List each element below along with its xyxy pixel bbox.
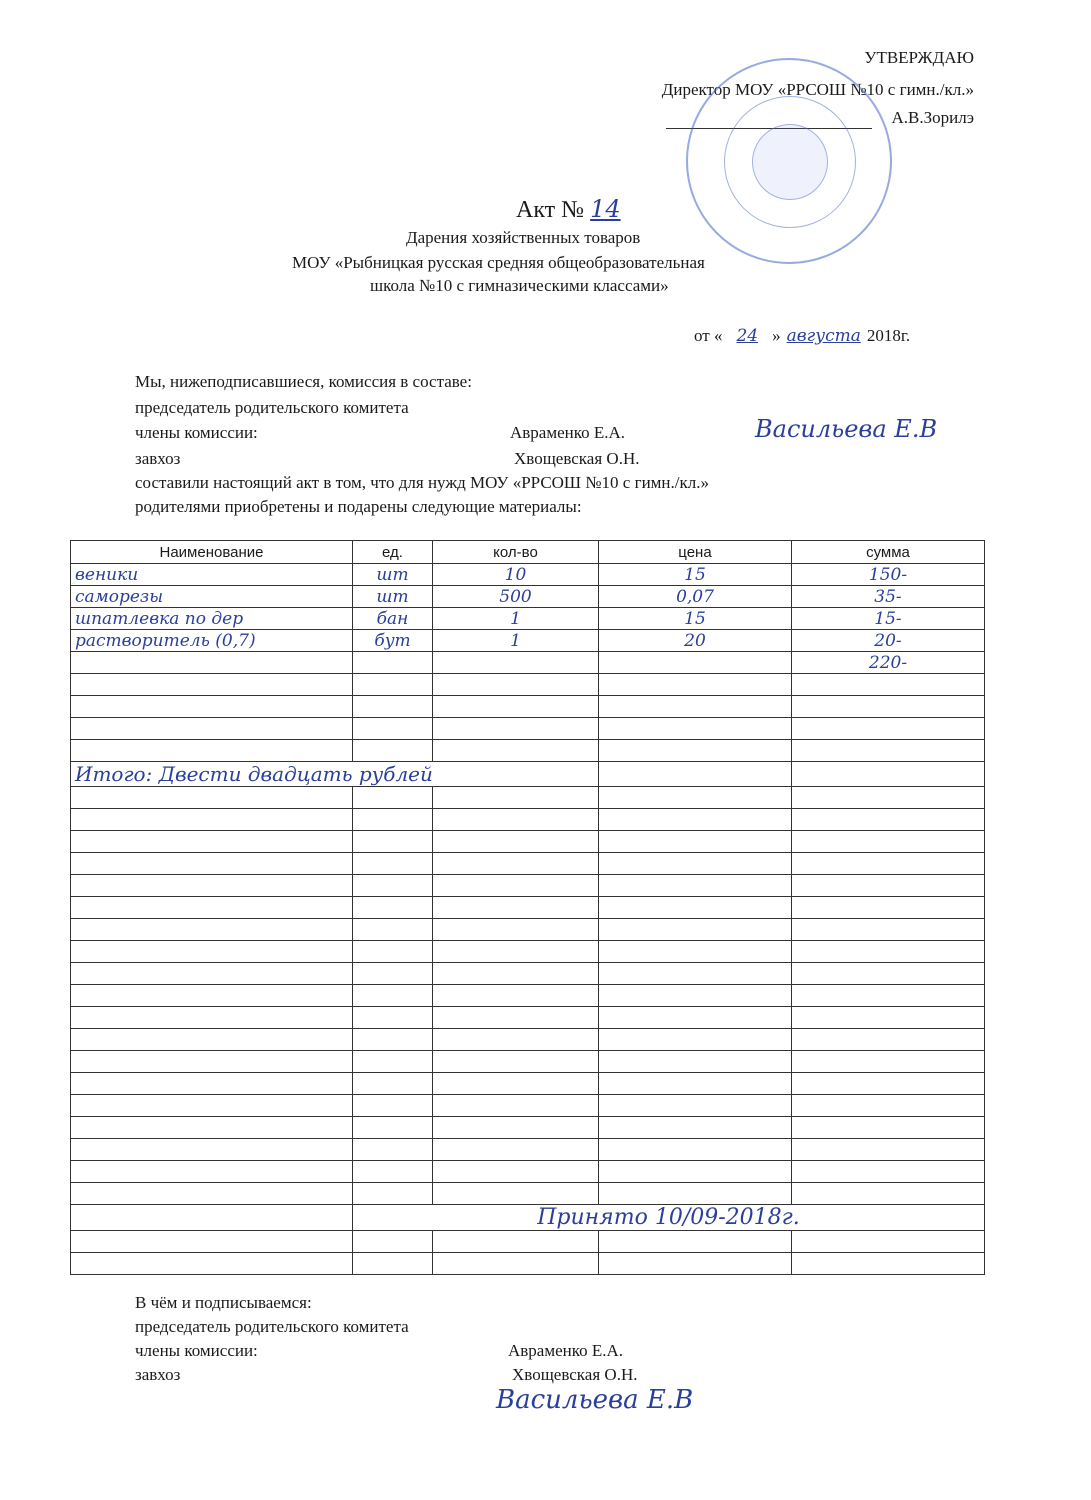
- cell-qty: [433, 985, 599, 1007]
- cell-sum: [792, 1231, 985, 1253]
- table-row: [71, 1205, 985, 1231]
- table-row: [71, 1029, 985, 1051]
- cell-qty: [433, 718, 599, 740]
- date-month: августа: [786, 326, 861, 346]
- cell-sum: [792, 740, 985, 762]
- cell-unit: [353, 652, 433, 674]
- table-row: [71, 787, 985, 809]
- act-line1: Дарения хозяйственных товаров: [406, 228, 641, 247]
- date-day: 24: [736, 326, 759, 346]
- commission-member-handwritten: Васильева Е.В: [755, 415, 938, 443]
- cell-unit: [353, 1095, 433, 1117]
- cell-sum: 150-: [792, 564, 985, 586]
- date-prefix: от «: [694, 326, 723, 345]
- cell-price: [599, 853, 792, 875]
- cell-unit: бан: [353, 608, 433, 630]
- cell-sum: [792, 875, 985, 897]
- table-row: [71, 1073, 985, 1095]
- cell-unit: [353, 1231, 433, 1253]
- cell-unit: [353, 740, 433, 762]
- table-row: [71, 831, 985, 853]
- cell-qty: [433, 696, 599, 718]
- cell-name: [71, 985, 353, 1007]
- cell-unit: [353, 985, 433, 1007]
- table-row: [71, 608, 985, 630]
- table-row: [71, 740, 985, 762]
- cell-qty: [433, 1139, 599, 1161]
- commission-statement1: составили настоящий акт в том, что для нужд МОУ «РРСОШ №10 с гимн./кл.»: [135, 473, 709, 492]
- cell-unit: шт: [353, 586, 433, 608]
- cell-name: [71, 831, 353, 853]
- cell-qty: [433, 941, 599, 963]
- table-row: [71, 897, 985, 919]
- commission-member1: Авраменко Е.А.: [510, 423, 626, 442]
- header-qty: кол-во: [433, 541, 599, 564]
- cell-price: [599, 1139, 792, 1161]
- cell-qty: [433, 1095, 599, 1117]
- act-title: [516, 195, 621, 224]
- cell-sum: [792, 1183, 985, 1205]
- cell-price: [599, 1029, 792, 1051]
- table-row: [71, 853, 985, 875]
- cell-qty: [433, 1051, 599, 1073]
- footer-line1: В чём и подписываемся:: [135, 1293, 312, 1312]
- commission-members-label: члены комиссии:: [135, 423, 258, 442]
- cell-name: [71, 809, 353, 831]
- cell-unit: [353, 1007, 433, 1029]
- cell-unit: [353, 809, 433, 831]
- approval-name: А.В.Зорилэ: [891, 108, 974, 127]
- cell-qty: [433, 963, 599, 985]
- cell-sum: 20-: [792, 630, 985, 652]
- cell-qty: 1: [433, 608, 599, 630]
- act-line3: школа №10 с гимназическими классами»: [370, 276, 669, 295]
- cell-sum: [792, 696, 985, 718]
- approval-position: Директор МОУ «РРСОШ №10 с гимн./кл.»: [661, 80, 974, 99]
- cell-sum: [792, 718, 985, 740]
- cell-qty: [433, 875, 599, 897]
- cell-qty: [433, 740, 599, 762]
- cell-unit: [353, 1161, 433, 1183]
- act-date: [694, 326, 910, 346]
- footer-member1: Авраменко Е.А.: [508, 1341, 624, 1360]
- footer-member-handwritten: Васильева Е.В: [496, 1385, 694, 1415]
- cell-sum: [792, 831, 985, 853]
- cell-price: 15: [599, 564, 792, 586]
- cell-unit: [353, 963, 433, 985]
- cell-name: [71, 919, 353, 941]
- cell-price: [599, 652, 792, 674]
- cell-unit: бут: [353, 630, 433, 652]
- cell-sum: [792, 787, 985, 809]
- cell-name: [71, 652, 353, 674]
- table-row: [71, 674, 985, 696]
- cell-qty: [433, 1029, 599, 1051]
- cell-name: веники: [71, 564, 353, 586]
- cell-unit: [353, 897, 433, 919]
- table-row: [71, 564, 985, 586]
- header-price: цена: [599, 541, 792, 564]
- cell-name: [71, 1231, 353, 1253]
- cell-price: 15: [599, 608, 792, 630]
- table-row: [71, 919, 985, 941]
- cell-qty: [433, 809, 599, 831]
- cell-sum: [792, 1095, 985, 1117]
- cell-sum: [792, 897, 985, 919]
- cell-qty: [433, 831, 599, 853]
- cell-qty: 10: [433, 564, 599, 586]
- commission-statement2: родителями приобретены и подарены следующие материалы:: [135, 497, 582, 516]
- cell-sum: [792, 674, 985, 696]
- goods-table: [70, 540, 985, 1275]
- table-row: [71, 1117, 985, 1139]
- cell-sum: 15-: [792, 608, 985, 630]
- cell-sum: [792, 1117, 985, 1139]
- cell-price: 0,07: [599, 586, 792, 608]
- footer-keeper-label: завхоз: [135, 1365, 181, 1384]
- cell-price: [599, 875, 792, 897]
- cell-sum: [792, 1139, 985, 1161]
- table-row: [71, 963, 985, 985]
- round-stamp: [686, 58, 892, 264]
- cell-name: [71, 875, 353, 897]
- table-row: [71, 1161, 985, 1183]
- cell-sum: [792, 1007, 985, 1029]
- cell-name: [71, 696, 353, 718]
- cell-price: [599, 1095, 792, 1117]
- cell-sum: [792, 985, 985, 1007]
- cell-name: [71, 740, 353, 762]
- cell-unit: [353, 1117, 433, 1139]
- date-mid: »: [772, 326, 781, 345]
- total-words: Итого: Двести двадцать рублей: [71, 762, 599, 787]
- cell-sum: [792, 1161, 985, 1183]
- commission-keeper-label: завхоз: [135, 449, 181, 468]
- cell-qty: [433, 1117, 599, 1139]
- header-sum: сумма: [792, 541, 985, 564]
- cell-qty: [433, 1073, 599, 1095]
- cell-name: [71, 1183, 353, 1205]
- approval-title: УТВЕРЖДАЮ: [864, 48, 974, 67]
- cell-sum: 35-: [792, 586, 985, 608]
- header-unit: ед.: [353, 541, 433, 564]
- cell-name: [71, 1073, 353, 1095]
- table-row: [71, 1007, 985, 1029]
- cell-qty: [433, 853, 599, 875]
- table-row: [71, 1231, 985, 1253]
- table-row: [71, 696, 985, 718]
- cell-unit: шт: [353, 564, 433, 586]
- cell-unit: [353, 875, 433, 897]
- cell-name: [71, 1051, 353, 1073]
- footer-chair-label: председатель родительского комитета: [135, 1317, 409, 1336]
- cell-unit: [353, 919, 433, 941]
- cell-sum: [792, 809, 985, 831]
- cell-name: [71, 1253, 353, 1275]
- cell-unit: [353, 831, 433, 853]
- cell-unit: [353, 674, 433, 696]
- cell-qty: [433, 787, 599, 809]
- cell-qty: 1: [433, 630, 599, 652]
- cell-name: [71, 941, 353, 963]
- cell-price: [599, 1051, 792, 1073]
- cell-price: [599, 809, 792, 831]
- cell-qty: [433, 897, 599, 919]
- table-row: [71, 1095, 985, 1117]
- table-row: [71, 1051, 985, 1073]
- cell-price: [599, 696, 792, 718]
- cell-name: [71, 1095, 353, 1117]
- cell-unit: [353, 1073, 433, 1095]
- cell-unit: [353, 1051, 433, 1073]
- cell-qty: [433, 919, 599, 941]
- commission-chair-label: председатель родительского комитета: [135, 398, 409, 417]
- cell-unit: [353, 1139, 433, 1161]
- cell-name: [71, 1205, 353, 1231]
- cell-unit: [353, 941, 433, 963]
- cell-sum: [792, 919, 985, 941]
- cell-price: [599, 740, 792, 762]
- footer-keeper: Хвощевская О.Н.: [512, 1365, 638, 1384]
- table-row: [71, 941, 985, 963]
- cell-name: [71, 1029, 353, 1051]
- cell-qty: [433, 652, 599, 674]
- table-header-row: [71, 541, 985, 564]
- cell-price: [599, 897, 792, 919]
- cell-sum: [792, 941, 985, 963]
- commission-intro: Мы, нижеподписавшиеся, комиссия в составе:: [135, 372, 472, 391]
- cell-name: [71, 787, 353, 809]
- commission-keeper: Хвощевская О.Н.: [514, 449, 640, 468]
- cell-sum: [792, 963, 985, 985]
- cell-name: растворитель (0,7): [71, 630, 353, 652]
- cell-price: [599, 718, 792, 740]
- cell-price: [599, 1073, 792, 1095]
- cell-qty: [433, 1253, 599, 1275]
- cell-name: саморезы: [71, 586, 353, 608]
- cell-price: [599, 762, 792, 787]
- cell-price: [599, 1183, 792, 1205]
- emblem-icon: [752, 124, 828, 200]
- cell-sum: [792, 1253, 985, 1275]
- cell-name: [71, 963, 353, 985]
- table-row: [71, 718, 985, 740]
- table-row: [71, 875, 985, 897]
- cell-qty: [433, 1161, 599, 1183]
- cell-name: [71, 1007, 353, 1029]
- cell-price: [599, 674, 792, 696]
- cell-name: [71, 718, 353, 740]
- table-row: [71, 652, 985, 674]
- cell-price: [599, 919, 792, 941]
- cell-name: [71, 1161, 353, 1183]
- cell-name: [71, 853, 353, 875]
- cell-sum: [792, 1029, 985, 1051]
- act-number: 14: [590, 195, 621, 223]
- accepted-note: Принято 10/09-2018г.: [353, 1205, 985, 1231]
- cell-name: [71, 897, 353, 919]
- cell-price: [599, 1007, 792, 1029]
- cell-price: [599, 1231, 792, 1253]
- cell-price: [599, 787, 792, 809]
- cell-price: [599, 985, 792, 1007]
- table-row: [71, 1139, 985, 1161]
- header-name: Наименование: [71, 541, 353, 564]
- date-year: 2018г.: [866, 326, 911, 345]
- cell-price: [599, 941, 792, 963]
- cell-unit: [353, 718, 433, 740]
- cell-sum: [792, 853, 985, 875]
- cell-unit: [353, 1253, 433, 1275]
- act-title-prefix: Акт №: [516, 197, 585, 223]
- cell-name: [71, 1139, 353, 1161]
- cell-total: 220-: [792, 652, 985, 674]
- cell-sum: [792, 1073, 985, 1095]
- cell-price: [599, 1253, 792, 1275]
- cell-price: 20: [599, 630, 792, 652]
- cell-name: [71, 674, 353, 696]
- cell-qty: [433, 1183, 599, 1205]
- cell-unit: [353, 696, 433, 718]
- cell-unit: [353, 787, 433, 809]
- table-row: [71, 762, 985, 787]
- table-row: [71, 1183, 985, 1205]
- cell-price: [599, 1117, 792, 1139]
- act-line2: МОУ «Рыбницкая русская средняя общеобразовательная: [292, 253, 705, 272]
- cell-price: [599, 831, 792, 853]
- footer-members-label: члены комиссии:: [135, 1341, 258, 1360]
- cell-price: [599, 1161, 792, 1183]
- cell-unit: [353, 1029, 433, 1051]
- cell-sum: [792, 1051, 985, 1073]
- table-row: [71, 586, 985, 608]
- cell-sum: [792, 762, 985, 787]
- cell-name: [71, 1117, 353, 1139]
- table-row: [71, 809, 985, 831]
- cell-qty: [433, 1231, 599, 1253]
- cell-qty: 500: [433, 586, 599, 608]
- table-row: [71, 630, 985, 652]
- table-row: [71, 1253, 985, 1275]
- cell-qty: [433, 674, 599, 696]
- cell-unit: [353, 1183, 433, 1205]
- cell-qty: [433, 1007, 599, 1029]
- table-row: [71, 985, 985, 1007]
- cell-price: [599, 963, 792, 985]
- cell-name: шпатлевка по дер: [71, 608, 353, 630]
- cell-unit: [353, 853, 433, 875]
